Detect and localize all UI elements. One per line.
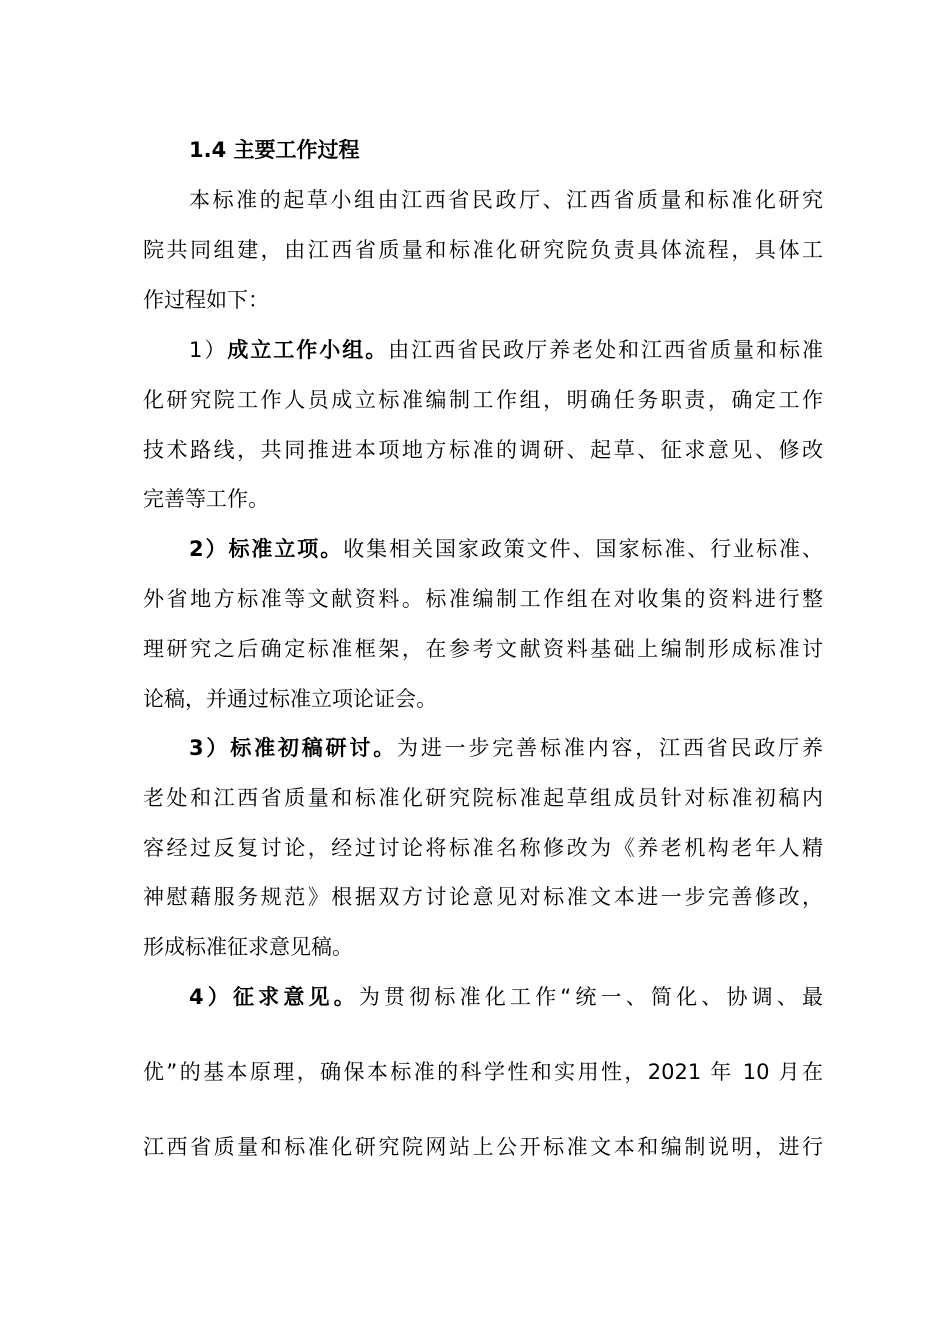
- step4-first-line: [189, 980, 823, 1014]
- step2-line: 外省地方标准等文献资料。标准编制工作组在对收集的资料进行整: [143, 587, 823, 611]
- step3-title: 3）标准初稿研讨。: [189, 736, 398, 760]
- step2-text: 收集相关国家政策文件、国家标准、行业标准、: [343, 537, 823, 561]
- step1-text: 由江西省民政厅养老处和江西省质量和标准: [388, 338, 823, 362]
- section-heading: 1.4 主要工作过程: [189, 138, 360, 162]
- step4-title: 4）征求意见。: [189, 985, 359, 1009]
- intro-line: 作过程如下：: [143, 288, 269, 312]
- step3-line: 形成标准征求意见稿。: [143, 935, 353, 959]
- step4-text: 为贯彻标准化工作“统一、简化、协调、最: [358, 985, 823, 1009]
- intro-line: 院共同组建，由江西省质量和标准化研究院负责具体流程，具体工: [143, 238, 823, 262]
- step2-first-line: [189, 532, 823, 566]
- step3-line: 容经过反复讨论，经过讨论将标准名称修改为《养老机构老年人精: [143, 836, 823, 860]
- step2-line: 论稿，并通过标准立项论证会。: [143, 687, 437, 711]
- step3-line: 老处和江西省质量和标准化研究院标准起草组成员针对标准初稿内: [143, 786, 823, 810]
- step3-text: 为进一步完善标准内容，江西省民政厅养: [397, 736, 823, 760]
- step4-line: 优”的基本原理，确保本标准的科学性和实用性，2021 年 10 月在: [143, 1060, 823, 1084]
- step3-line: 神慰藉服务规范》根据双方讨论意见对标准文本进一步完善修改，: [143, 885, 823, 909]
- step4-line: 江西省质量和标准化研究院网站上公开标准文本和编制说明，进行: [143, 1135, 823, 1159]
- step1-line: 化研究院工作人员成立标准编制工作组，明确任务职责，确定工作: [143, 388, 823, 412]
- step2-title: 2）标准立项。: [189, 537, 344, 561]
- step2-line: 理研究之后确定标准框架，在参考文献资料基础上编制形成标准讨: [143, 637, 823, 661]
- step1-number: 1）: [189, 338, 228, 362]
- step3-first-line: [189, 731, 823, 765]
- step1-line: 技术路线，共同推进本项地方标准的调研、起草、征求意见、修改: [143, 438, 823, 462]
- step1-line: 完善等工作。: [143, 487, 269, 511]
- step1-first-line: [189, 333, 823, 367]
- step1-title: 成立工作小组。: [227, 338, 389, 362]
- intro-line: 本标准的起草小组由江西省民政厅、江西省质量和标准化研究: [189, 188, 823, 212]
